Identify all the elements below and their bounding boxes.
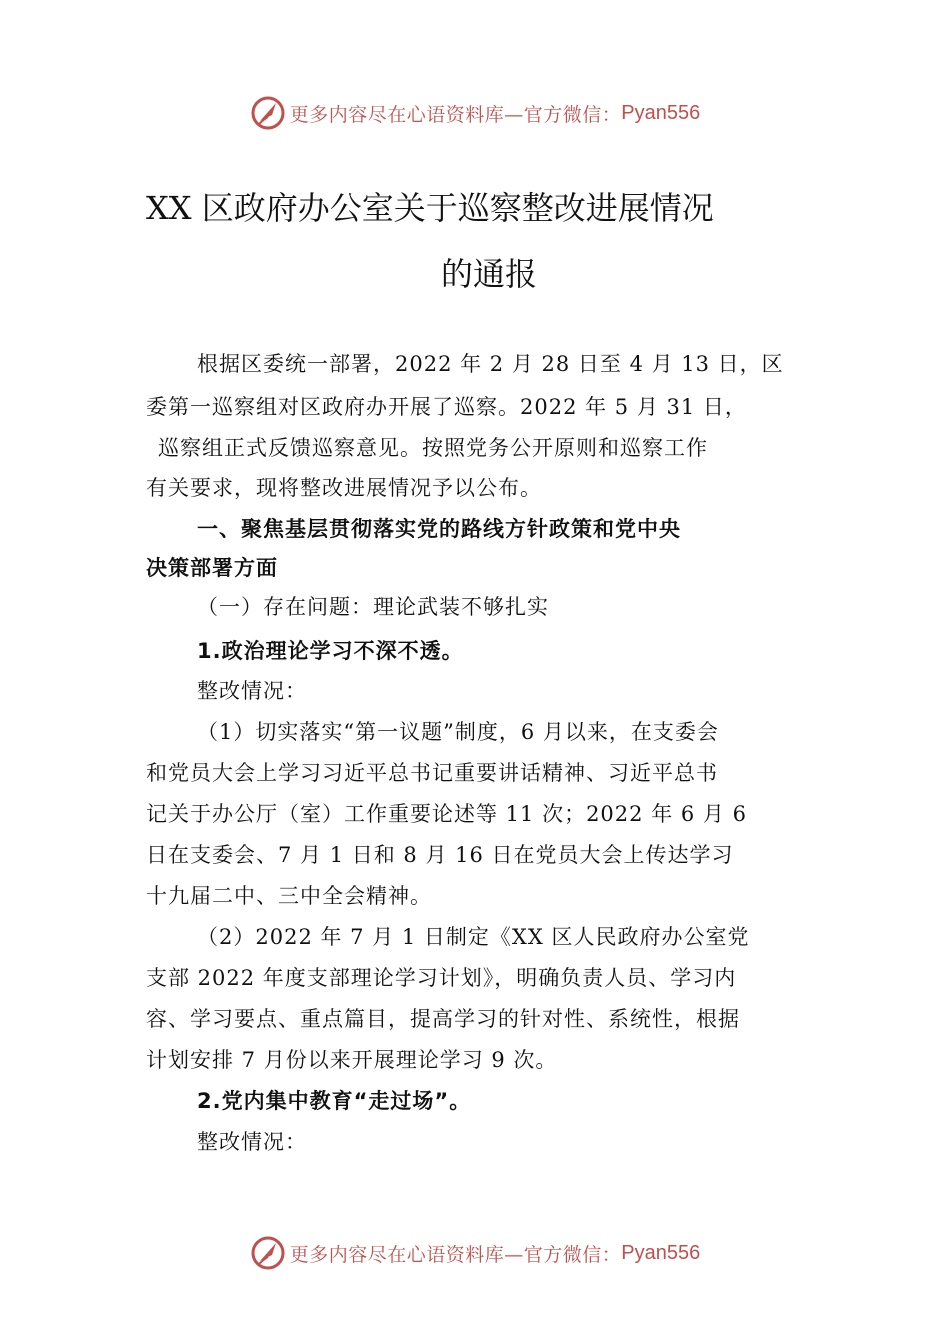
paragraph-line: （1）切实落实“第一议题”制度，6 月以来，在支委会 [197, 720, 719, 744]
document-title-line-2: 的通报 [441, 255, 538, 293]
banner-wechat-id: Pyan556 [621, 1241, 701, 1264]
section-heading-line-2: 决策部署方面 [146, 556, 278, 580]
footer-watermark-banner [0, 1233, 950, 1273]
paragraph-line: 委第一巡察组对区政府办开展了巡察。2022 年 5 月 31 日， [146, 395, 747, 419]
rectification-label: 整改情况： [197, 679, 307, 703]
issue-heading-1: 1.政治理论学习不深不透。 [197, 639, 464, 663]
quill-logo-icon [250, 1235, 286, 1271]
banner-text: 更多内容尽在心语资料库—官方微信： [289, 103, 622, 126]
quill-logo-icon [250, 95, 286, 131]
issue-heading-2: 2.党内集中教育“走过场”。 [197, 1089, 472, 1113]
paragraph-line: 十九届二中、三中全会精神。 [146, 884, 432, 908]
paragraph-line: 和党员大会上学习习近平总书记重要讲话精神、习近平总书 [146, 761, 718, 785]
banner-text: 更多内容尽在心语资料库—官方微信： [289, 1243, 622, 1266]
section-heading-line-1: 一、聚焦基层贯彻落实党的路线方针政策和党中央 [197, 517, 681, 541]
document-title-line-1: XX 区政府办公室关于巡察整改进展情况 [146, 189, 714, 227]
subsection-heading: （一）存在问题：理论武装不够扎实 [197, 595, 549, 619]
paragraph-line: 计划安排 7 月份以来开展理论学习 9 次。 [146, 1048, 558, 1072]
header-watermark-banner [0, 93, 950, 133]
paragraph-line: 记关于办公厅（室）工作重要论述等 11 次；2022 年 6 月 6 [146, 802, 747, 826]
paragraph-line: （2）2022 年 7 月 1 日制定《XX 区人民政府办公室党 [197, 925, 750, 949]
paragraph-line: 日在支委会、7 月 1 日和 8 月 16 日在党员大会上传达学习 [146, 843, 734, 867]
rectification-label: 整改情况： [197, 1130, 307, 1154]
banner-wechat-id: Pyan556 [621, 101, 701, 124]
paragraph-line: 支部 2022 年度支部理论学习计划》，明确负责人员、学习内 [146, 966, 737, 990]
paragraph-line: 有关要求，现将整改进展情况予以公布。 [146, 476, 542, 500]
paragraph-line: 容、学习要点、重点篇目，提高学习的针对性、系统性，根据 [146, 1007, 740, 1031]
paragraph-line: 巡察组正式反馈巡察意见。按照党务公开原则和巡察工作 [158, 436, 708, 460]
paragraph-line: 根据区委统一部署，2022 年 2 月 28 日至 4 月 13 日，区 [197, 352, 784, 376]
